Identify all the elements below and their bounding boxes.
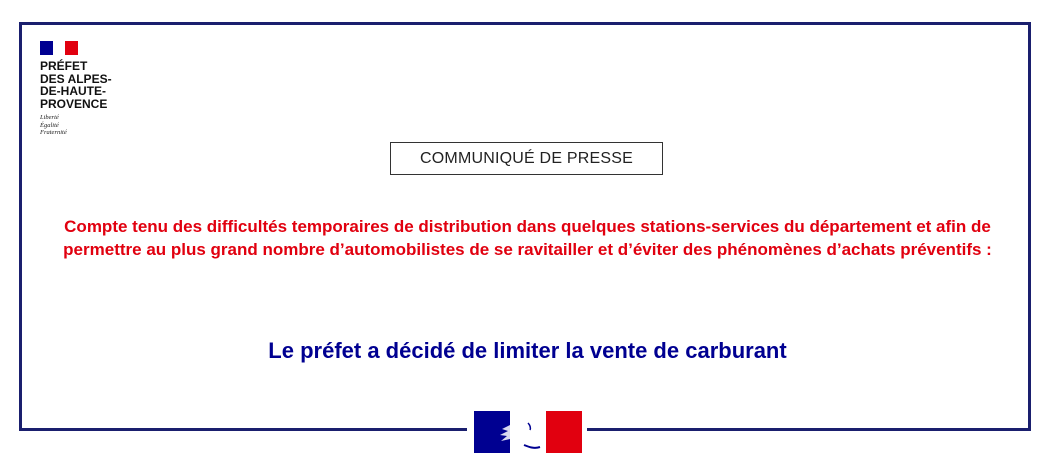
prefecture-name-line: PRÉFET — [40, 59, 88, 73]
republic-motto — [40, 114, 112, 137]
motto-line: Liberté — [40, 114, 59, 121]
prefecture-logo — [40, 41, 112, 137]
motto-line: Égalité — [40, 121, 59, 129]
headline: Le préfet a décidé de limiter la vente de carburant — [268, 338, 787, 363]
prefecture-name — [40, 60, 112, 110]
motto-line: Fraternité — [40, 129, 67, 136]
press-release-label: COMMUNIQUÉ DE PRESSE — [390, 142, 663, 175]
marianne-flag-icon — [40, 41, 78, 55]
prefecture-name-line: DES ALPES- — [40, 71, 112, 86]
prefecture-name-line: PROVENCE — [40, 96, 108, 111]
intro-paragraph: Compte tenu des difficultés temporaires de distribution dans quelques stations-services du département et afin de permettre au plus grand nombre d’automobilistes de se ravitailler et d’éviter des phénomènes d’achats préventifs : — [63, 217, 992, 259]
prefecture-name-line: DE-HAUTE- — [40, 84, 106, 98]
marianne-emblem-icon — [474, 411, 582, 453]
